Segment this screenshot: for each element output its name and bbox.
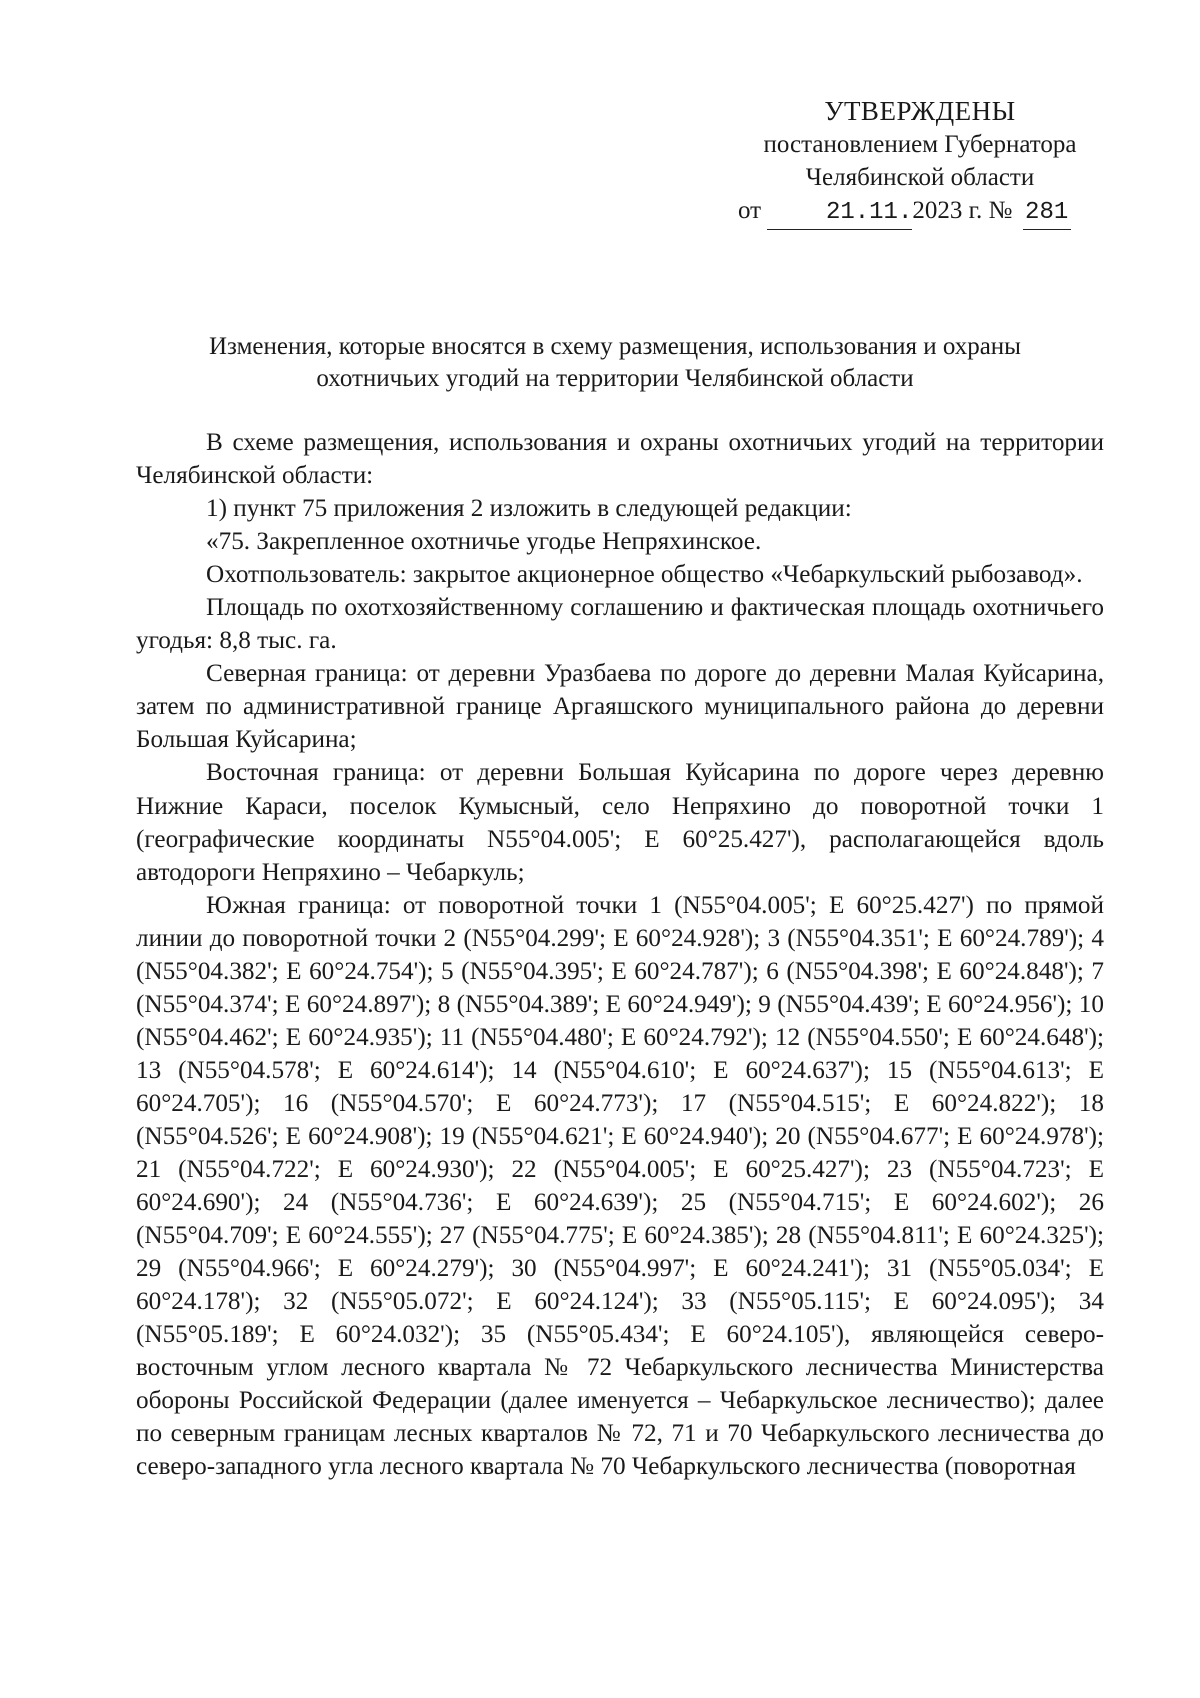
document-heading: [130, 331, 1100, 395]
paragraph-hunting-user: Охотпользователь: закрытое акционерное общество «Чебаркульский рыбозавод».: [206, 561, 1083, 589]
paragraph-intro: В схеме размещения, использования и охраны охотничьих угодий на территории Челябинской области:: [136, 429, 1104, 490]
paragraph-item-1: 1) пункт 75 приложения 2 изложить в следующей редакции:: [206, 495, 852, 523]
approval-number: 281: [1023, 196, 1071, 230]
approval-line-1: постановлением Губернатора: [763, 131, 1077, 158]
approval-title: УТВЕРЖДЕНЫ: [824, 96, 1016, 126]
paragraph-east-border: Восточная граница: от деревни Большая Куйсарина по дороге через деревню Нижние Караси, поселок Кумысный, село Непряхино до поворотной точки 1 (географические координаты N55°04.005'; E 60°25.427'), располагающейся вдоль автодороги Непряхино – Чебаркуль;: [136, 759, 1104, 886]
paragraph-south-border: Южная граница: от поворотной точки 1 (N55°04.005'; E 60°25.427') по прямой линии до поворотной точки 2 (N55°04.299'; E 60°24.928'); 3 (N55°04.351'; E 60°24.789'); 4 (N55°04.382'; E 60°24.754'); 5 (N55°04.395'; E 60°24.787'); 6 (N55°04.398'; E 60°24.848'); 7 (N55°04.374'; E 60°24.897'); 8 (N55°04.389'; E 60°24.949'); 9 (N55°04.439'; E 60°24.956'); 10 (N55°04.462'; E 60°24.935'); 11 (N55°04.480'; E 60°24.792'); 12 (N55°04.550'; E 60°24.648'); 13 (N55°04.578'; E 60°24.614'); 14 (N55°04.610'; E 60°24.637'); 15 (N55°04.613'; E 60°24.705'); 16 (N55°04.570'; E 60°24.773'); 17 (N55°04.515'; E 60°24.822'); 18 (N55°04.526'; E 60°24.908'); 19 (N55°04.621'; E 60°24.940'); 20 (N55°04.677'; E 60°24.978'); 21 (N55°04.722'; E 60°24.930'); 22 (N55°04.005'; E 60°25.427'); 23 (N55°04.723'; E 60°24.690'); 24 (N55°04.736'; E 60°24.639'); 25 (N55°04.715'; E 60°24.602'); 26 (N55°04.709'; E 60°24.555'); 27 (N55°04.775'; E 60°24.385'); 28 (N55°04.811'; E 60°24.325'); 29 (N55°04.966'; E 60°24.279'); 30 (N55°04.997'; E 60°24.241'); 31 (N55°05.034'; E 60°24.178'); 32 (N55°05.072'; E 60°24.124'); 33 (N55°05.115'; E 60°24.095'); 34 (N55°05.189'; E 60°24.032'); 35 (N55°05.434'; E 60°24.105'), являющейся северо-восточным углом лесного квартала № 72 Чебаркульского лесничества Министерства обороны Российской Федерации (далее именуется – Чебаркульское лесничество); далее по северным границам лесных кварталов № 72, 71 и 70 Чебаркульского лесничества до северо-западного угла лесного квартала № 70 Чебаркульского лесничества (поворотная: [136, 891, 1104, 1481]
document-body: [136, 426, 1104, 1484]
approval-date-line: [730, 194, 1110, 230]
paragraph-item-75: «75. Закрепленное охотничье угодье Непряхинское.: [206, 528, 762, 556]
heading-line-2: охотничьих угодий на территории Челябинской области: [316, 365, 914, 392]
approval-date: 21.11.: [767, 196, 912, 230]
paragraph-area: Площадь по охотхозяйственному соглашению и фактическая площадь охотничьего угодья: 8,8 тыс. га.: [136, 594, 1104, 655]
approval-from-label: от: [738, 197, 762, 224]
approval-year-suffix: 2023 г. №: [912, 197, 1013, 224]
heading-line-1: Изменения, которые вносятся в схему размещения, использования и охраны: [209, 333, 1021, 360]
approval-stamp: [730, 95, 1110, 230]
approval-line-2: Челябинской области: [805, 164, 1035, 191]
paragraph-north-border: Северная граница: от деревни Уразбаева по дороге до деревни Малая Куйсарина, затем по административной границе Аргаяшского муниципального района до деревни Большая Куйсарина;: [136, 660, 1104, 754]
